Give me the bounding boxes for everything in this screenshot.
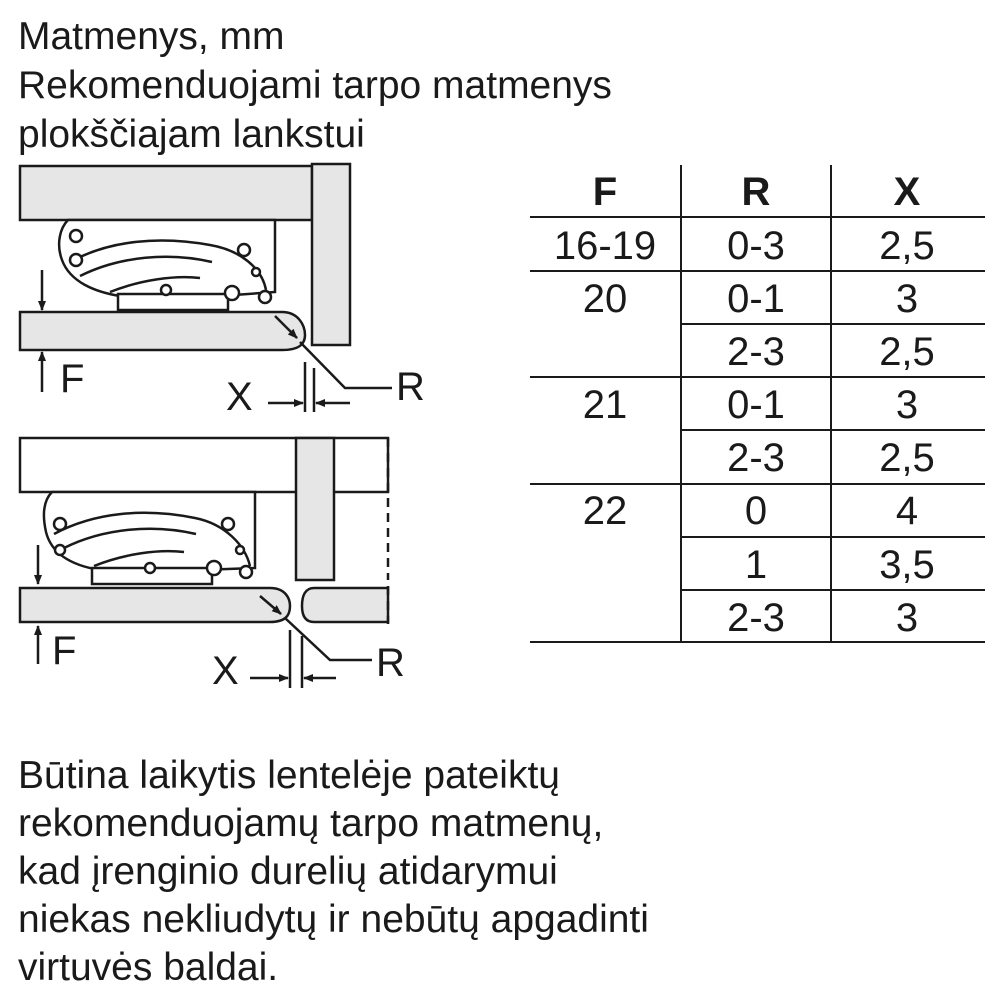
table-cell-x: 3,5 [879, 543, 935, 587]
side-wall [312, 164, 350, 345]
table-cell-r: 0-3 [727, 224, 785, 268]
heading-line-2: Rekomenduojami tarpo matmenys [18, 64, 612, 107]
table-cell-f: 22 [582, 489, 628, 533]
table-cell-r: 2-3 [727, 330, 785, 374]
warning-note [18, 752, 649, 992]
label-x-top: X [226, 375, 253, 419]
dimension-table [530, 165, 985, 642]
table-cell-f: 20 [582, 277, 628, 321]
table-cell-x: 3 [895, 277, 919, 321]
note-line-4: niekas nekliudytų ir nebūtų apgadinti [18, 898, 649, 941]
table-cell-x: 3 [895, 383, 919, 427]
table-header-x: X [893, 170, 921, 214]
door-panel [20, 312, 305, 350]
table-cell-r: 2-3 [727, 436, 785, 480]
heading-line-3: plokščiajam lankstui [18, 113, 365, 156]
table-cell-r: 0-1 [727, 383, 785, 427]
table-cell-r: 0 [744, 489, 768, 533]
label-x-bottom: X [212, 649, 239, 693]
table-cell-r: 1 [744, 543, 768, 587]
table-cell-x: 4 [895, 489, 919, 533]
table-cell-r: 0-1 [727, 277, 785, 321]
heading-line-1: Matmenys, mm [18, 15, 285, 58]
table-cell-r: 2-3 [727, 596, 785, 640]
table-cell-x: 2,5 [879, 224, 935, 268]
adjacent-door [302, 588, 388, 622]
table-header-r: R [741, 170, 771, 214]
table-cell-f: 16-19 [553, 224, 657, 268]
door-panel [20, 588, 290, 622]
cabinet-panel [20, 166, 312, 220]
label-r-top: R [396, 365, 425, 409]
note-line-2: rekomenduojamų tarpo matmenų, [18, 802, 604, 845]
table-cell-x: 3 [895, 596, 919, 640]
side-wall [296, 438, 334, 580]
label-f-bottom: F [52, 629, 77, 673]
note-line-5: virtuvės baldai. [18, 946, 279, 989]
label-r-bottom: R [376, 641, 405, 685]
note-line-1: Būtina laikytis lentelėje pateiktų [18, 754, 560, 797]
note-line-3: kad įrenginio durelių atidarymui [18, 850, 558, 893]
table-cell-f: 21 [582, 383, 628, 427]
table-cell-x: 2,5 [879, 436, 935, 480]
table-cell-x: 2,5 [879, 330, 935, 374]
table-header-f: F [592, 170, 618, 214]
label-f-top: F [60, 357, 85, 401]
